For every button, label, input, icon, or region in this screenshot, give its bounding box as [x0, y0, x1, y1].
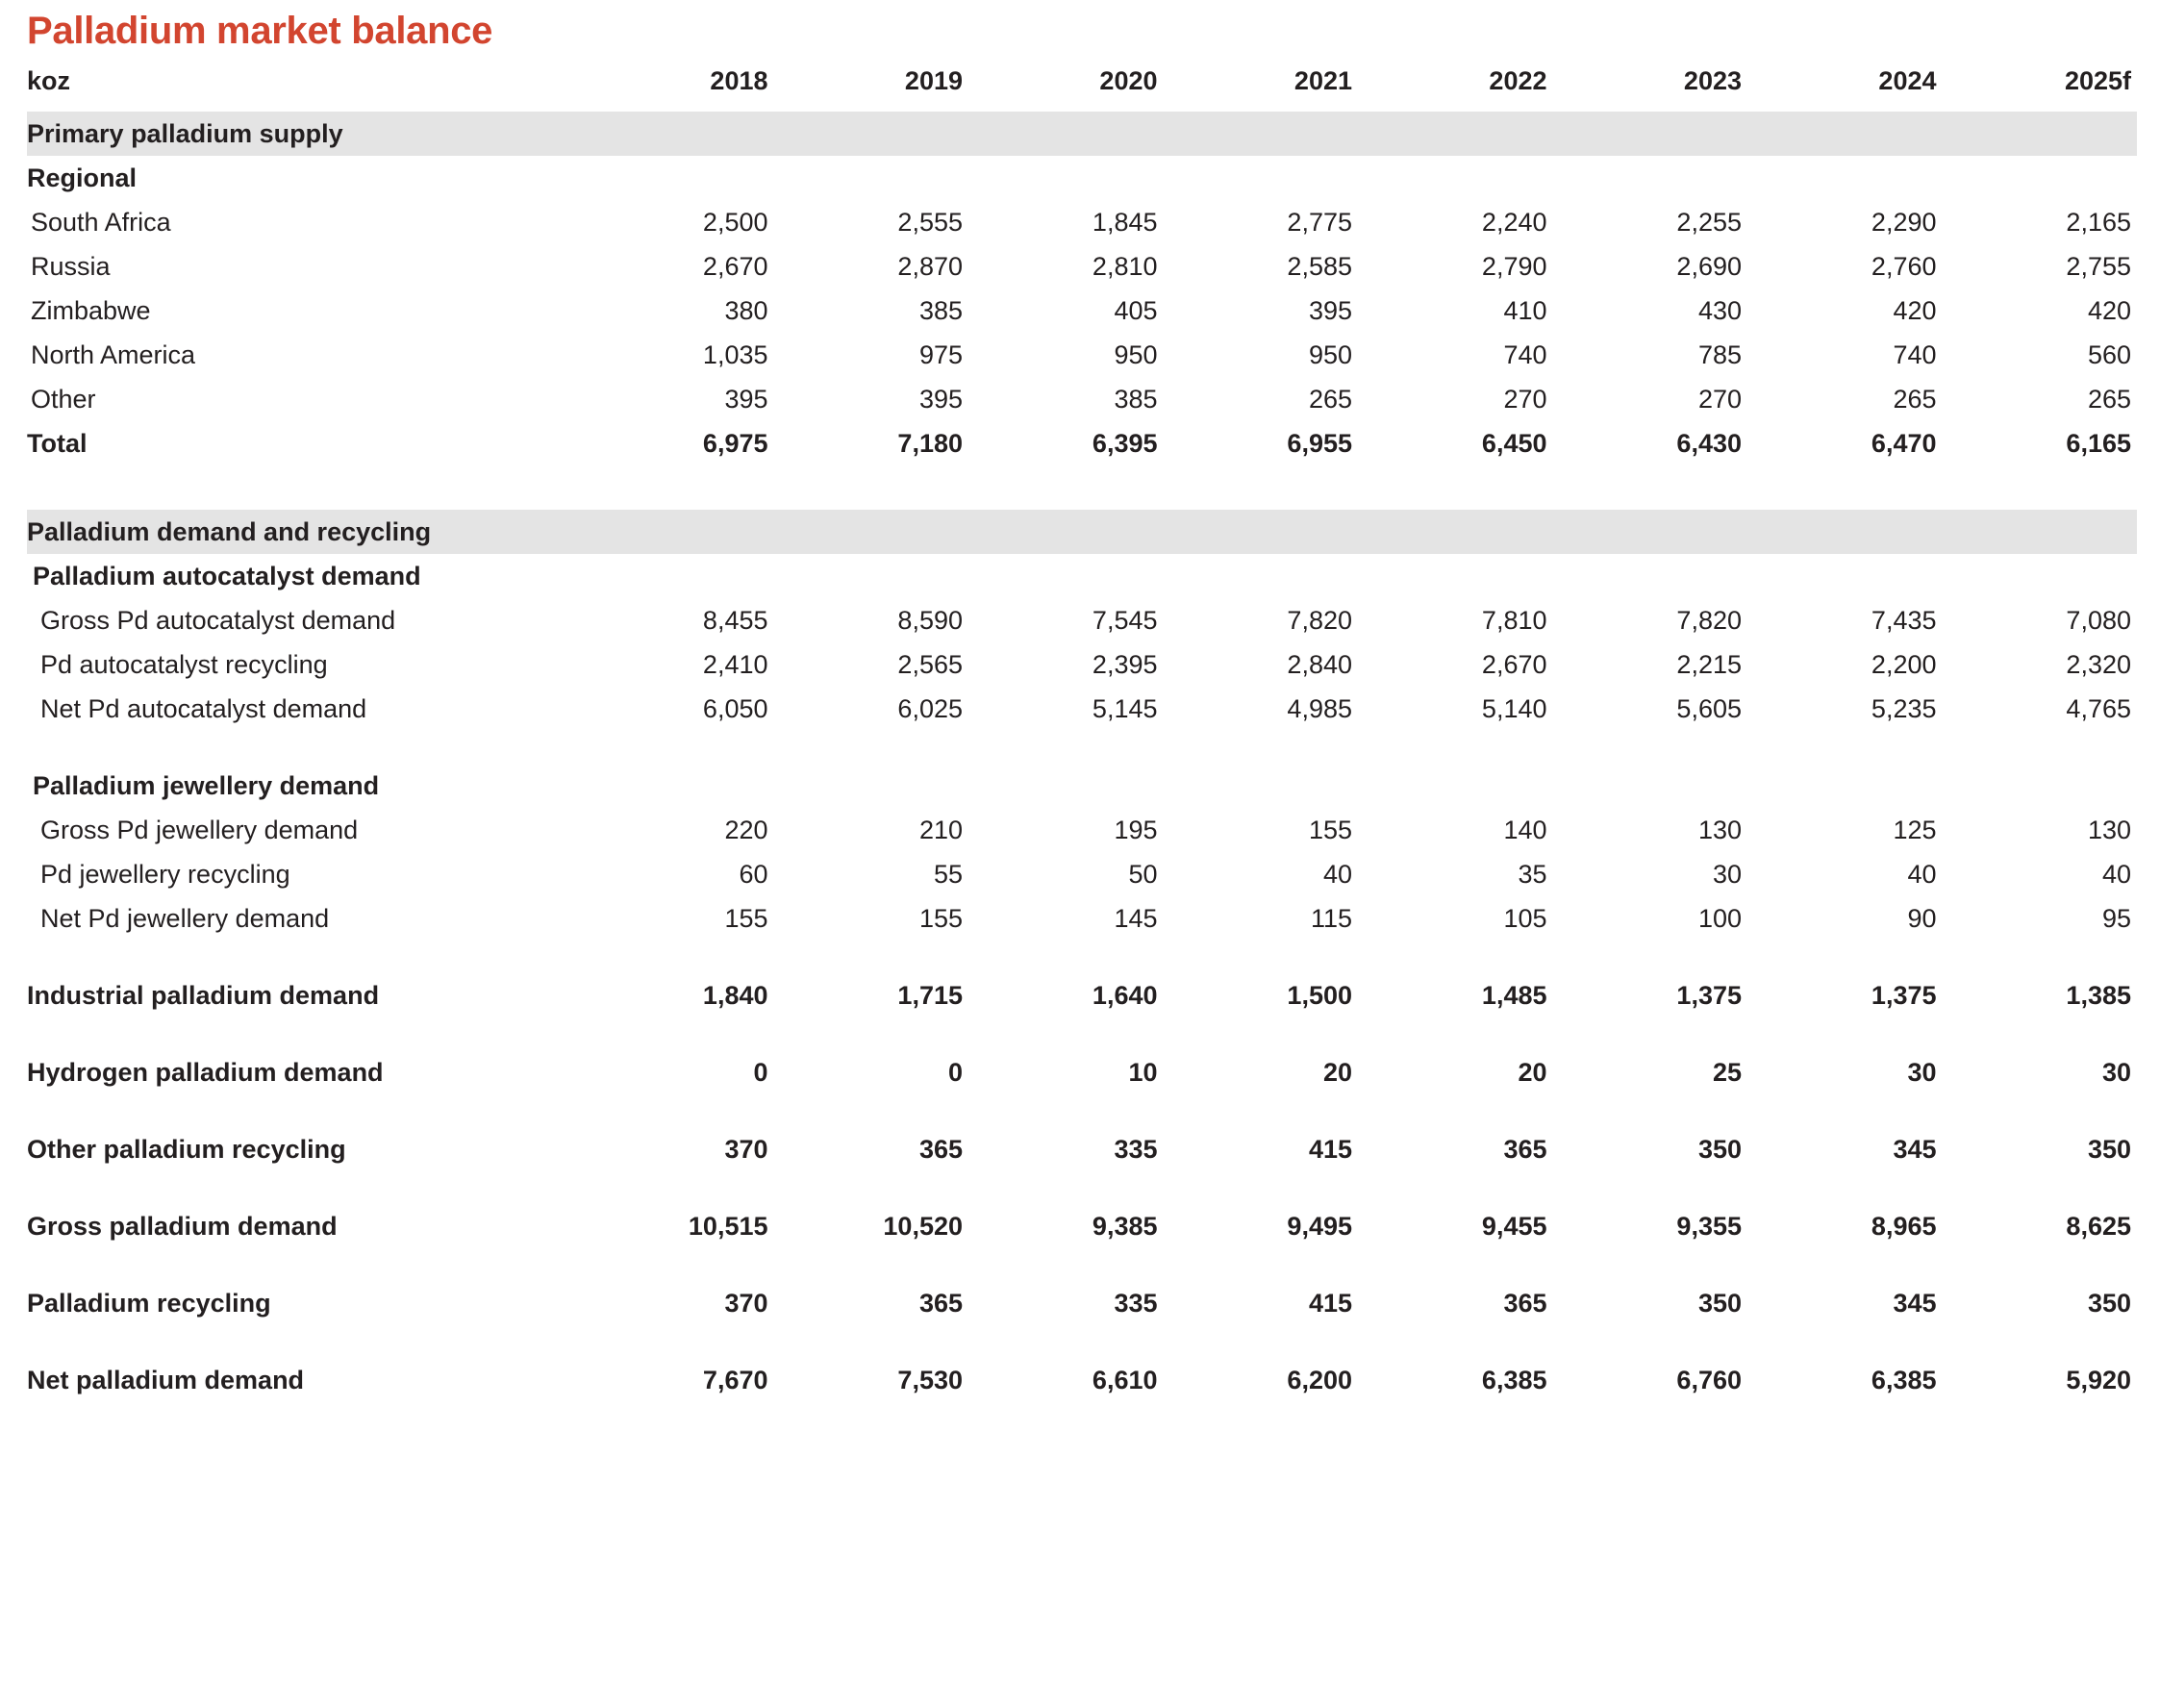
- cell-value: 335: [1114, 1288, 1158, 1318]
- cell-value: 7,530: [897, 1365, 963, 1394]
- cell-value: 395: [1308, 295, 1352, 325]
- group-spacer: [27, 731, 2137, 764]
- cell-value: 1,375: [1871, 980, 1937, 1010]
- cell-value: 9,385: [1092, 1211, 1158, 1241]
- cell-value: 740: [1503, 339, 1547, 369]
- cell-value: 90: [1907, 903, 1937, 933]
- cell-value: 10: [1128, 1057, 1158, 1087]
- table-row-gross-demand: [27, 1204, 2137, 1248]
- subsection-jewellery-demand: [27, 764, 2137, 808]
- band-filler: [1164, 510, 1359, 554]
- page-title: Palladium market balance: [27, 10, 493, 52]
- sub-filler: [1164, 554, 1359, 598]
- cell-value: 0: [947, 1057, 963, 1087]
- cell-value: 125: [1893, 815, 1937, 844]
- cell-value: 5,235: [1871, 693, 1937, 723]
- band-filler: [1553, 112, 1748, 156]
- cell-value: 55: [933, 859, 963, 889]
- row-label-other: Other: [31, 384, 96, 414]
- cell-value: 2,585: [1287, 251, 1352, 281]
- cell-value: 7,545: [1092, 605, 1158, 635]
- cell-value: 2,215: [1676, 649, 1742, 679]
- cell-value: 8,965: [1871, 1211, 1937, 1241]
- group-spacer: [27, 1017, 2137, 1050]
- cell-value: 420: [1893, 295, 1937, 325]
- cell-value: 2,200: [1871, 649, 1937, 679]
- sub-filler: [579, 764, 774, 808]
- group-spacer: [27, 1094, 2137, 1127]
- spacer-cell: [27, 1325, 2137, 1358]
- year-header-2024: 2024: [1878, 65, 1937, 95]
- band-filler: [1943, 112, 2138, 156]
- row-label-north-america: North America: [31, 339, 196, 369]
- row-label-palladium-recycling: Palladium recycling: [27, 1288, 271, 1318]
- cell-value: 7,820: [1676, 605, 1742, 635]
- sub-filler: [774, 156, 969, 200]
- cell-value: 195: [1114, 815, 1158, 844]
- sub-filler: [1747, 764, 1943, 808]
- cell-value: 2,565: [897, 649, 963, 679]
- band-filler: [1358, 112, 1553, 156]
- table-row-other-recycling: [27, 1127, 2137, 1171]
- row-label-south-africa: South Africa: [31, 207, 171, 237]
- group-spacer: [27, 941, 2137, 973]
- cell-value: 0: [753, 1057, 768, 1087]
- cell-value: 155: [1308, 815, 1352, 844]
- cell-value: 1,375: [1676, 980, 1742, 1010]
- cell-value: 30: [1907, 1057, 1937, 1087]
- cell-value: 95: [2101, 903, 2131, 933]
- cell-value: 5,605: [1676, 693, 1742, 723]
- cell-value: 345: [1893, 1288, 1937, 1318]
- cell-value: 2,320: [2066, 649, 2131, 679]
- sub-filler: [774, 554, 969, 598]
- cell-value: 265: [1308, 384, 1352, 414]
- cell-value: 2,760: [1871, 251, 1937, 281]
- cell-value: 2,395: [1092, 649, 1158, 679]
- section-band-primary-supply: [27, 112, 2137, 156]
- palladium-balance-table: [27, 56, 2137, 1402]
- cell-value: 395: [918, 384, 963, 414]
- sub-filler: [579, 156, 774, 200]
- cell-value: 5,140: [1481, 693, 1547, 723]
- cell-value: 30: [1712, 859, 1742, 889]
- sub-filler: [1553, 554, 1748, 598]
- cell-value: 385: [1114, 384, 1158, 414]
- band-filler: [1553, 510, 1748, 554]
- sub-filler: [968, 764, 1164, 808]
- spacer-cell: [27, 731, 2137, 764]
- cell-value: 2,670: [1481, 649, 1547, 679]
- row-label-net-pd-autocatalyst-demand: Net Pd autocatalyst demand: [40, 693, 367, 723]
- row-label-pd-autocatalyst-recycling: Pd autocatalyst recycling: [40, 649, 328, 679]
- cell-value: 430: [1697, 295, 1742, 325]
- cell-value: 350: [2087, 1288, 2131, 1318]
- cell-value: 40: [2101, 859, 2131, 889]
- cell-value: 415: [1308, 1288, 1352, 1318]
- cell-value: 2,840: [1287, 649, 1352, 679]
- cell-value: 350: [1697, 1288, 1742, 1318]
- sub-filler: [1747, 156, 1943, 200]
- row-label-net-palladium-demand: Net palladium demand: [27, 1365, 305, 1394]
- section-spacer: [27, 465, 2137, 510]
- sub-filler: [1164, 156, 1359, 200]
- cell-value: 8,590: [897, 605, 963, 635]
- year-header-2022: 2022: [1489, 65, 1547, 95]
- cell-value: 8,455: [702, 605, 768, 635]
- cell-value: 7,180: [897, 428, 963, 458]
- spacer-cell: [27, 1017, 2137, 1050]
- year-header-2021: 2021: [1293, 65, 1352, 95]
- sub-filler: [1553, 764, 1748, 808]
- cell-value: 265: [1893, 384, 1937, 414]
- band-filler: [1747, 510, 1943, 554]
- cell-value: 365: [1503, 1134, 1547, 1164]
- cell-value: 2,165: [2066, 207, 2131, 237]
- cell-value: 2,870: [897, 251, 963, 281]
- row-label-gross-pd-autocatalyst-demand: Gross Pd autocatalyst demand: [40, 605, 396, 635]
- table-row: [27, 377, 2137, 421]
- cell-value: 560: [2087, 339, 2131, 369]
- band-filler: [1164, 112, 1359, 156]
- spacer-cell: [27, 941, 2137, 973]
- cell-value: 350: [2087, 1134, 2131, 1164]
- row-label-gross-pd-jewellery-demand: Gross Pd jewellery demand: [40, 815, 359, 844]
- unit-header: koz: [27, 65, 71, 95]
- cell-value: 385: [918, 295, 963, 325]
- table-row-net-demand: [27, 1358, 2137, 1402]
- table-row-total-supply: [27, 421, 2137, 465]
- year-header-2025f: 2025f: [2064, 65, 2131, 95]
- sub-filler: [1358, 764, 1553, 808]
- cell-value: 6,975: [702, 428, 768, 458]
- cell-value: 6,760: [1676, 1365, 1742, 1394]
- cell-value: 10,515: [688, 1211, 768, 1241]
- sub-filler: [968, 156, 1164, 200]
- cell-value: 20: [1518, 1057, 1547, 1087]
- year-header-2020: 2020: [1099, 65, 1158, 95]
- cell-value: 9,495: [1287, 1211, 1352, 1241]
- cell-value: 950: [1114, 339, 1158, 369]
- cell-value: 350: [1697, 1134, 1742, 1164]
- cell-value: 395: [724, 384, 768, 414]
- row-label-net-pd-jewellery-demand: Net Pd jewellery demand: [40, 903, 330, 933]
- subsection-label: Palladium jewellery demand: [33, 770, 380, 800]
- cell-value: 7,435: [1871, 605, 1937, 635]
- table-row: [27, 896, 2137, 941]
- row-label-gross-palladium-demand: Gross palladium demand: [27, 1211, 338, 1241]
- cell-value: 9,355: [1676, 1211, 1742, 1241]
- cell-value: 6,610: [1092, 1365, 1158, 1394]
- cell-value: 6,165: [2066, 428, 2131, 458]
- cell-value: 1,035: [702, 339, 768, 369]
- sub-filler: [1943, 554, 2138, 598]
- table-row: [27, 289, 2137, 333]
- cell-value: 370: [724, 1288, 768, 1318]
- cell-value: 20: [1322, 1057, 1352, 1087]
- spacer-cell: [27, 1094, 2137, 1127]
- cell-value: 335: [1114, 1134, 1158, 1164]
- cell-value: 1,640: [1092, 980, 1158, 1010]
- cell-value: 155: [724, 903, 768, 933]
- section-band-label: Palladium demand and recycling: [27, 510, 579, 554]
- sub-filler: [579, 554, 774, 598]
- table-row-palladium-recycling: [27, 1281, 2137, 1325]
- cell-value: 1,385: [2066, 980, 2131, 1010]
- cell-value: 405: [1114, 295, 1158, 325]
- section-band-label: Primary palladium supply: [27, 112, 579, 156]
- row-label-hydrogen-palladium-demand: Hydrogen palladium demand: [27, 1057, 384, 1087]
- sub-filler: [1553, 156, 1748, 200]
- subsection-label: Regional: [27, 163, 138, 192]
- table-row: [27, 642, 2137, 687]
- cell-value: 2,690: [1676, 251, 1742, 281]
- cell-value: 410: [1503, 295, 1547, 325]
- cell-value: 2,775: [1287, 207, 1352, 237]
- cell-value: 145: [1114, 903, 1158, 933]
- band-filler: [968, 112, 1164, 156]
- sub-filler: [1943, 156, 2138, 200]
- cell-value: 365: [918, 1134, 963, 1164]
- row-label-other-palladium-recycling: Other palladium recycling: [27, 1134, 346, 1164]
- spacer-cell: [27, 1248, 2137, 1281]
- cell-value: 270: [1503, 384, 1547, 414]
- subsection-label: Palladium autocatalyst demand: [33, 561, 421, 590]
- cell-value: 6,955: [1287, 428, 1352, 458]
- cell-value: 270: [1697, 384, 1742, 414]
- row-label-total: Total: [27, 428, 88, 458]
- table-row-hydrogen-demand: [27, 1050, 2137, 1094]
- table-row: [27, 808, 2137, 852]
- table-header-row: [27, 56, 2137, 112]
- table-row: [27, 687, 2137, 731]
- cell-value: 265: [2087, 384, 2131, 414]
- cell-value: 40: [1322, 859, 1352, 889]
- cell-value: 115: [1310, 903, 1352, 933]
- year-header-2018: 2018: [710, 65, 768, 95]
- cell-value: 130: [1697, 815, 1742, 844]
- cell-value: 60: [739, 859, 768, 889]
- cell-value: 40: [1907, 859, 1937, 889]
- cell-value: 50: [1128, 859, 1158, 889]
- row-label-industrial-palladium-demand: Industrial palladium demand: [27, 980, 380, 1010]
- cell-value: 365: [1503, 1288, 1547, 1318]
- cell-value: 975: [918, 339, 963, 369]
- cell-value: 1,715: [897, 980, 963, 1010]
- cell-value: 740: [1893, 339, 1937, 369]
- year-header-2023: 2023: [1683, 65, 1742, 95]
- cell-value: 6,450: [1481, 428, 1547, 458]
- cell-value: 1,500: [1287, 980, 1352, 1010]
- cell-value: 2,670: [702, 251, 768, 281]
- cell-value: 6,430: [1676, 428, 1742, 458]
- cell-value: 25: [1712, 1057, 1742, 1087]
- cell-value: 5,145: [1092, 693, 1158, 723]
- table-row: [27, 852, 2137, 896]
- cell-value: 6,385: [1481, 1365, 1547, 1394]
- cell-value: 785: [1697, 339, 1742, 369]
- sub-filler: [968, 554, 1164, 598]
- cell-value: 415: [1308, 1134, 1352, 1164]
- sub-filler: [1164, 764, 1359, 808]
- cell-value: 420: [2087, 295, 2131, 325]
- cell-value: 140: [1503, 815, 1547, 844]
- cell-value: 105: [1503, 903, 1547, 933]
- cell-value: 10,520: [883, 1211, 963, 1241]
- cell-value: 2,410: [702, 649, 768, 679]
- cell-value: 6,395: [1092, 428, 1158, 458]
- sub-filler: [1358, 554, 1553, 598]
- cell-value: 2,240: [1481, 207, 1547, 237]
- cell-value: 345: [1893, 1134, 1937, 1164]
- sub-filler: [1747, 554, 1943, 598]
- cell-value: 8,625: [2066, 1211, 2131, 1241]
- cell-value: 6,200: [1287, 1365, 1352, 1394]
- spacer-cell: [27, 465, 2137, 510]
- cell-value: 2,810: [1092, 251, 1158, 281]
- year-header-2019: 2019: [904, 65, 963, 95]
- cell-value: 2,755: [2066, 251, 2131, 281]
- band-filler: [579, 112, 774, 156]
- cell-value: 7,810: [1481, 605, 1547, 635]
- cell-value: 370: [724, 1134, 768, 1164]
- cell-value: 5,920: [2066, 1365, 2131, 1394]
- cell-value: 2,790: [1481, 251, 1547, 281]
- cell-value: 6,025: [897, 693, 963, 723]
- cell-value: 6,470: [1871, 428, 1937, 458]
- cell-value: 9,455: [1481, 1211, 1547, 1241]
- cell-value: 2,555: [897, 207, 963, 237]
- cell-value: 4,985: [1287, 693, 1352, 723]
- sub-filler: [1358, 156, 1553, 200]
- table-row: [27, 333, 2137, 377]
- table-row-industrial-demand: [27, 973, 2137, 1017]
- group-spacer: [27, 1248, 2137, 1281]
- cell-value: 7,820: [1287, 605, 1352, 635]
- cell-value: 130: [2087, 815, 2131, 844]
- cell-value: 2,500: [702, 207, 768, 237]
- spacer-cell: [27, 1171, 2137, 1204]
- sub-filler: [774, 764, 969, 808]
- band-filler: [579, 510, 774, 554]
- cell-value: 1,845: [1092, 207, 1158, 237]
- cell-value: 4,765: [2066, 693, 2131, 723]
- cell-value: 220: [724, 815, 768, 844]
- subsection-autocatalyst-demand: [27, 554, 2137, 598]
- cell-value: 100: [1697, 903, 1742, 933]
- group-spacer: [27, 1325, 2137, 1358]
- cell-value: 35: [1518, 859, 1547, 889]
- cell-value: 7,670: [702, 1365, 768, 1394]
- cell-value: 2,290: [1871, 207, 1937, 237]
- subsection-regional: [27, 156, 2137, 200]
- table-row: [27, 244, 2137, 289]
- row-label-zimbabwe: Zimbabwe: [31, 295, 151, 325]
- cell-value: 380: [724, 295, 768, 325]
- band-filler: [774, 112, 969, 156]
- cell-value: 6,385: [1871, 1365, 1937, 1394]
- cell-value: 155: [918, 903, 963, 933]
- band-filler: [968, 510, 1164, 554]
- table-row: [27, 598, 2137, 642]
- cell-value: 365: [918, 1288, 963, 1318]
- cell-value: 2,255: [1676, 207, 1742, 237]
- row-label-pd-jewellery-recycling: Pd jewellery recycling: [40, 859, 290, 889]
- group-spacer: [27, 1171, 2137, 1204]
- cell-value: 1,840: [702, 980, 768, 1010]
- cell-value: 210: [918, 815, 963, 844]
- row-label-russia: Russia: [31, 251, 111, 281]
- cell-value: 6,050: [702, 693, 768, 723]
- cell-value: 7,080: [2066, 605, 2131, 635]
- cell-value: 1,485: [1481, 980, 1547, 1010]
- section-band-demand-recycling: [27, 510, 2137, 554]
- cell-value: 950: [1308, 339, 1352, 369]
- band-filler: [774, 510, 969, 554]
- band-filler: [1358, 510, 1553, 554]
- table-row: [27, 200, 2137, 244]
- band-filler: [1943, 510, 2138, 554]
- sub-filler: [1943, 764, 2138, 808]
- cell-value: 30: [2101, 1057, 2131, 1087]
- band-filler: [1747, 112, 1943, 156]
